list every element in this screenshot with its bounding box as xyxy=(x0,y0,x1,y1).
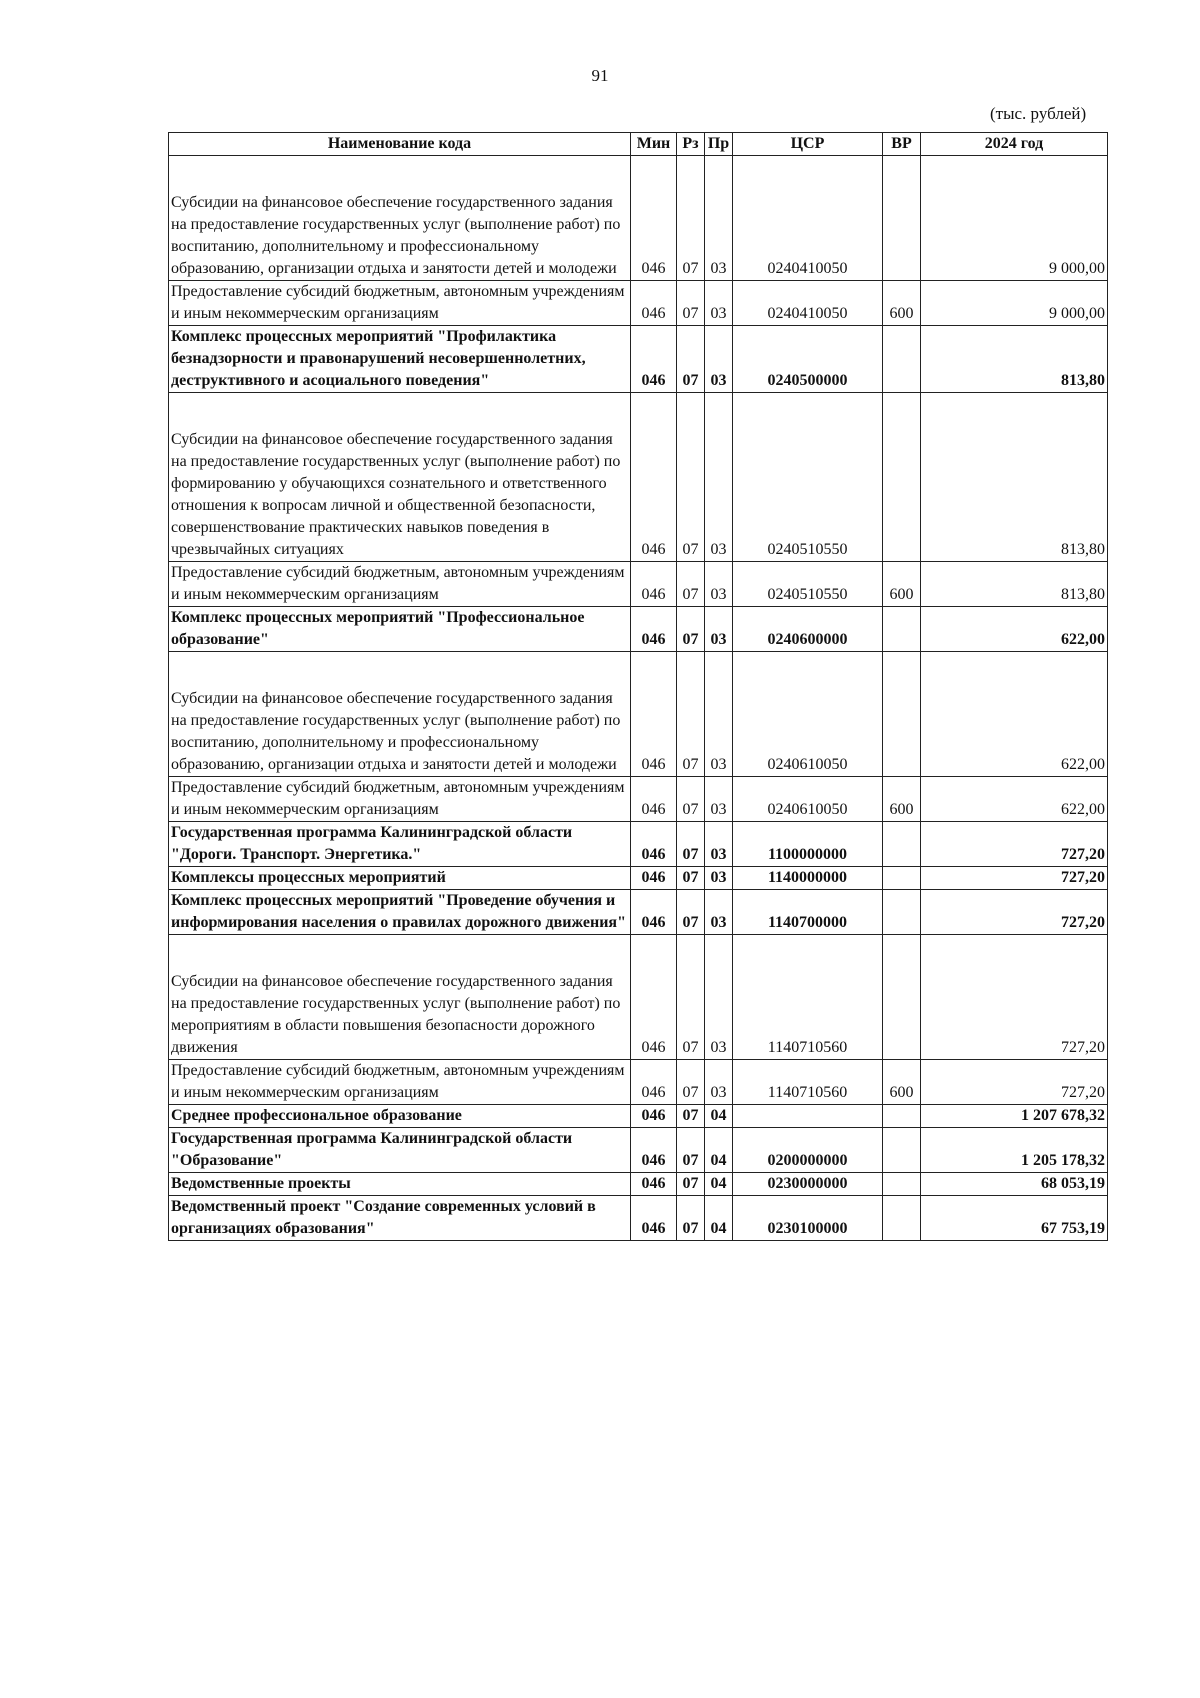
cell-pr: 04 xyxy=(705,1105,733,1128)
table-row xyxy=(169,935,1108,1060)
cell-rz: 07 xyxy=(677,156,705,281)
cell-amount: 727,20 xyxy=(921,867,1108,890)
cell-vr xyxy=(883,607,921,652)
cell-pr: 03 xyxy=(705,890,733,935)
cell-csr: 0240410050 xyxy=(733,156,883,281)
table-row xyxy=(169,326,1108,393)
cell-pr: 03 xyxy=(705,652,733,777)
cell-rz: 07 xyxy=(677,822,705,867)
cell-min: 046 xyxy=(631,777,677,822)
cell-name: Предоставление субсидий бюджетным, автономным учреждениям и иным некоммерческим организациям xyxy=(169,1060,631,1105)
cell-rz: 07 xyxy=(677,326,705,393)
cell-name: Субсидии на финансовое обеспечение государственного задания на предоставление государственных услуг (выполнение работ) по мероприятиям в области повышения безопасности дорожного движения xyxy=(169,935,631,1060)
table-row xyxy=(169,777,1108,822)
cell-csr: 1140710560 xyxy=(733,1060,883,1105)
cell-vr xyxy=(883,890,921,935)
cell-amount: 727,20 xyxy=(921,1060,1108,1105)
cell-name: Предоставление субсидий бюджетным, автономным учреждениям и иным некоммерческим организациям xyxy=(169,281,631,326)
cell-pr: 03 xyxy=(705,607,733,652)
cell-csr: 0240410050 xyxy=(733,281,883,326)
cell-rz: 07 xyxy=(677,562,705,607)
cell-amount: 813,80 xyxy=(921,393,1108,562)
table-row xyxy=(169,867,1108,890)
cell-csr xyxy=(733,1105,883,1128)
units-label: (тыс. рублей) xyxy=(990,104,1087,123)
cell-pr: 04 xyxy=(705,1196,733,1241)
cell-min: 046 xyxy=(631,935,677,1060)
cell-csr: 1140000000 xyxy=(733,867,883,890)
cell-pr: 03 xyxy=(705,562,733,607)
cell-rz: 07 xyxy=(677,1196,705,1241)
cell-name: Предоставление субсидий бюджетным, автономным учреждениям и иным некоммерческим организациям xyxy=(169,777,631,822)
cell-min: 046 xyxy=(631,562,677,607)
cell-min: 046 xyxy=(631,822,677,867)
cell-min: 046 xyxy=(631,1060,677,1105)
cell-amount: 1 207 678,32 xyxy=(921,1105,1108,1128)
table-row xyxy=(169,1105,1108,1128)
table-row xyxy=(169,1128,1108,1173)
cell-name: Субсидии на финансовое обеспечение государственного задания на предоставление государственных услуг (выполнение работ) по воспитанию, дополнительному и профессиональному образованию, организации отдыха и занятости детей и молодежи xyxy=(169,652,631,777)
cell-amount: 727,20 xyxy=(921,822,1108,867)
cell-amount: 9 000,00 xyxy=(921,156,1108,281)
table-row xyxy=(169,652,1108,777)
header-year: 2024 год xyxy=(921,133,1108,156)
cell-rz: 07 xyxy=(677,890,705,935)
cell-vr xyxy=(883,652,921,777)
cell-csr: 0240510550 xyxy=(733,393,883,562)
header-row xyxy=(169,133,1108,156)
cell-vr xyxy=(883,156,921,281)
table-row xyxy=(169,822,1108,867)
cell-name: Ведомственный проект "Создание современных условий в организациях образования" xyxy=(169,1196,631,1241)
cell-vr: 600 xyxy=(883,1060,921,1105)
table-row xyxy=(169,1196,1108,1241)
page-number: 91 xyxy=(591,66,609,85)
cell-name: Комплексы процессных мероприятий xyxy=(169,867,631,890)
table-row xyxy=(169,156,1108,281)
cell-vr xyxy=(883,935,921,1060)
cell-vr xyxy=(883,1128,921,1173)
cell-csr: 0240610050 xyxy=(733,777,883,822)
cell-pr: 03 xyxy=(705,822,733,867)
cell-name: Ведомственные проекты xyxy=(169,1173,631,1196)
cell-csr: 0230000000 xyxy=(733,1173,883,1196)
cell-min: 046 xyxy=(631,156,677,281)
cell-name: Комплекс процессных мероприятий "Профессиональное образование" xyxy=(169,607,631,652)
cell-csr: 1100000000 xyxy=(733,822,883,867)
header-min: Мин xyxy=(631,133,677,156)
cell-pr: 03 xyxy=(705,326,733,393)
cell-rz: 07 xyxy=(677,867,705,890)
table-row xyxy=(169,281,1108,326)
table-row xyxy=(169,607,1108,652)
cell-amount: 622,00 xyxy=(921,777,1108,822)
cell-rz: 07 xyxy=(677,1060,705,1105)
cell-amount: 622,00 xyxy=(921,652,1108,777)
cell-csr: 0240510550 xyxy=(733,562,883,607)
cell-rz: 07 xyxy=(677,652,705,777)
cell-csr: 0240600000 xyxy=(733,607,883,652)
cell-amount: 9 000,00 xyxy=(921,281,1108,326)
table-row xyxy=(169,890,1108,935)
cell-amount: 813,80 xyxy=(921,562,1108,607)
cell-min: 046 xyxy=(631,1128,677,1173)
cell-rz: 07 xyxy=(677,1105,705,1128)
cell-csr: 0200000000 xyxy=(733,1128,883,1173)
cell-pr: 04 xyxy=(705,1173,733,1196)
cell-name: Государственная программа Калининградской области "Дороги. Транспорт. Энергетика." xyxy=(169,822,631,867)
cell-pr: 03 xyxy=(705,281,733,326)
cell-vr xyxy=(883,822,921,867)
cell-rz: 07 xyxy=(677,935,705,1060)
header-vr: ВР xyxy=(883,133,921,156)
cell-vr: 600 xyxy=(883,281,921,326)
cell-min: 046 xyxy=(631,1105,677,1128)
cell-rz: 07 xyxy=(677,393,705,562)
cell-csr: 0230100000 xyxy=(733,1196,883,1241)
cell-min: 046 xyxy=(631,1173,677,1196)
cell-vr: 600 xyxy=(883,777,921,822)
cell-name: Субсидии на финансовое обеспечение государственного задания на предоставление государственных услуг (выполнение работ) по формированию у обучающихся сознательного и ответственного отношения к вопросам личной и общественной безопасности, совершенствование практических навыков поведения в чрезвычайных ситуациях xyxy=(169,393,631,562)
header-rz: Рз xyxy=(677,133,705,156)
cell-vr: 600 xyxy=(883,562,921,607)
cell-vr xyxy=(883,867,921,890)
cell-amount: 1 205 178,32 xyxy=(921,1128,1108,1173)
cell-pr: 03 xyxy=(705,867,733,890)
cell-amount: 67 753,19 xyxy=(921,1196,1108,1241)
cell-name: Комплекс процессных мероприятий "Профилактика безнадзорности и правонарушений несовершеннолетних, деструктивного и асоциального поведения" xyxy=(169,326,631,393)
cell-rz: 07 xyxy=(677,281,705,326)
header-name: Наименование кода xyxy=(169,133,631,156)
cell-rz: 07 xyxy=(677,777,705,822)
cell-rz: 07 xyxy=(677,1173,705,1196)
cell-min: 046 xyxy=(631,393,677,562)
cell-min: 046 xyxy=(631,281,677,326)
budget-table xyxy=(168,132,1108,1241)
cell-vr xyxy=(883,1196,921,1241)
cell-name: Комплекс процессных мероприятий "Проведение обучения и информирования населения о правилах дорожного движения" xyxy=(169,890,631,935)
cell-amount: 68 053,19 xyxy=(921,1173,1108,1196)
cell-pr: 03 xyxy=(705,777,733,822)
cell-min: 046 xyxy=(631,326,677,393)
cell-name: Субсидии на финансовое обеспечение государственного задания на предоставление государственных услуг (выполнение работ) по воспитанию, дополнительному и профессиональному образованию, организации отдыха и занятости детей и молодежи xyxy=(169,156,631,281)
cell-csr: 0240500000 xyxy=(733,326,883,393)
cell-csr: 0240610050 xyxy=(733,652,883,777)
table-row xyxy=(169,1173,1108,1196)
cell-amount: 727,20 xyxy=(921,890,1108,935)
cell-pr: 03 xyxy=(705,1060,733,1105)
cell-vr xyxy=(883,1173,921,1196)
cell-vr xyxy=(883,1105,921,1128)
cell-rz: 07 xyxy=(677,1128,705,1173)
cell-vr xyxy=(883,326,921,393)
cell-amount: 727,20 xyxy=(921,935,1108,1060)
cell-min: 046 xyxy=(631,1196,677,1241)
cell-min: 046 xyxy=(631,607,677,652)
cell-pr: 04 xyxy=(705,1128,733,1173)
cell-vr xyxy=(883,393,921,562)
table-row xyxy=(169,393,1108,562)
table-row xyxy=(169,562,1108,607)
header-csr: ЦСР xyxy=(733,133,883,156)
cell-pr: 03 xyxy=(705,393,733,562)
cell-pr: 03 xyxy=(705,156,733,281)
cell-rz: 07 xyxy=(677,607,705,652)
cell-csr: 1140700000 xyxy=(733,890,883,935)
table-row xyxy=(169,1060,1108,1105)
header-pr: Пр xyxy=(705,133,733,156)
cell-min: 046 xyxy=(631,652,677,777)
cell-name: Среднее профессиональное образование xyxy=(169,1105,631,1128)
cell-min: 046 xyxy=(631,867,677,890)
cell-csr: 1140710560 xyxy=(733,935,883,1060)
cell-amount: 622,00 xyxy=(921,607,1108,652)
cell-name: Государственная программа Калининградской области "Образование" xyxy=(169,1128,631,1173)
cell-name: Предоставление субсидий бюджетным, автономным учреждениям и иным некоммерческим организациям xyxy=(169,562,631,607)
cell-min: 046 xyxy=(631,890,677,935)
cell-pr: 03 xyxy=(705,935,733,1060)
cell-amount: 813,80 xyxy=(921,326,1108,393)
